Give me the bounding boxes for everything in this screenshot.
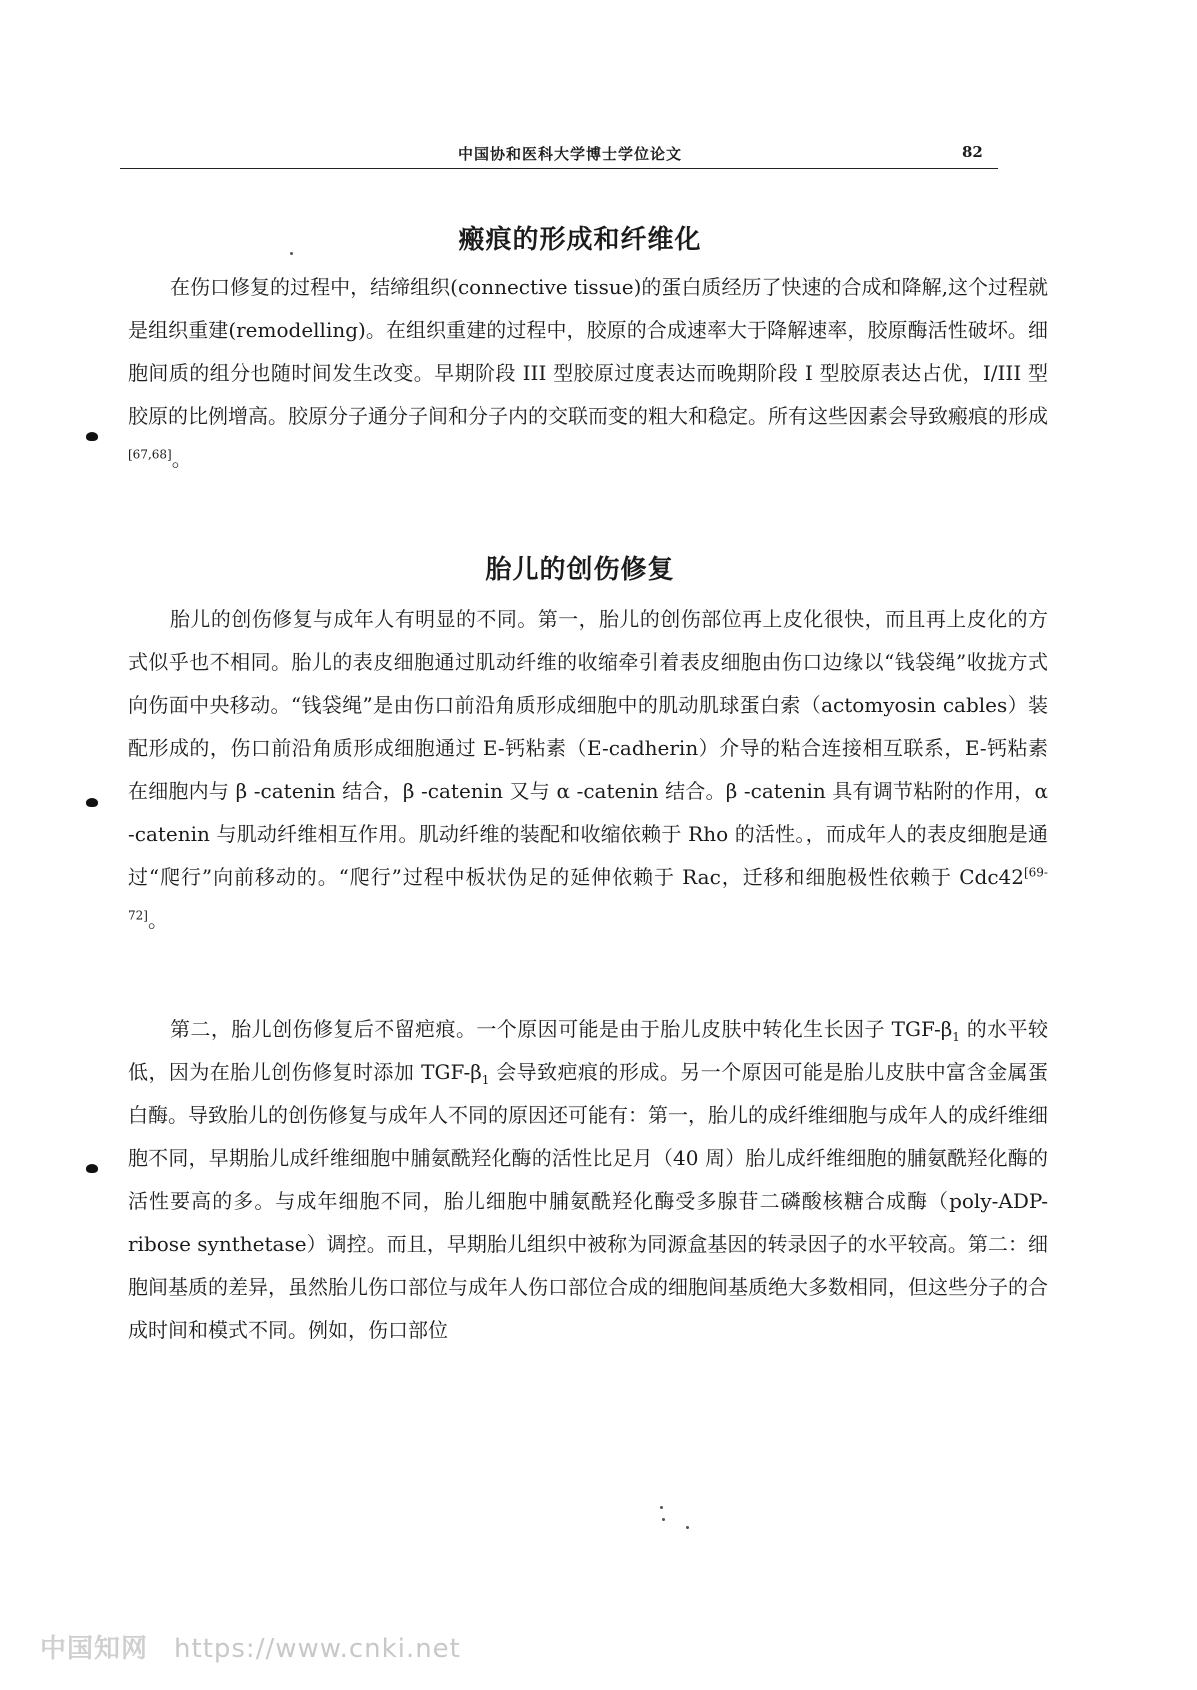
citation: [69-72] (128, 865, 1048, 923)
scan-speck (290, 252, 293, 255)
running-header-title: 中国协和医科大学博士学位论文 (457, 145, 682, 163)
citation: [67,68] (128, 447, 172, 462)
paragraph-text: 会导致疤痕的形成。另一个原因可能是胎儿皮肤中富含金属蛋白酶。导致胎儿的创伤修复与成年人不同的原因还可能有：第一，胎儿的成纤维细胞与成年人的成纤维细胞不同，早期胎儿成纤维细胞中脯氨酰羟化酶的活性比足月（40 周）胎儿成纤维细胞的脯氨酰羟化酶的活性要高的多。与成年细胞不同，胎儿细胞中脯氨酰羟化酶受多腺苷二磷酸核糖合成酶（poly-ADP-ribose synthetase）调控。而且，早期胎儿组织中被称为同源盒基因的转录因子的水平较高。第二：细胞间基质的差异，虽然胎儿伤口部位与成年人伤口部位合成的细胞间基质绝大多数相同，但这些分子的合成时间和模式不同。例如，伤口部位 (128, 1060, 1048, 1342)
paragraph-fetal-repair-1 (128, 598, 1048, 942)
paragraph-end: 。 (147, 908, 168, 932)
header-rule (120, 168, 998, 169)
cnki-watermark (40, 1628, 461, 1665)
paragraph-fetal-repair-2 (128, 1008, 1048, 1352)
scan-mark (86, 432, 98, 441)
scan-speck (686, 1526, 689, 1529)
paragraph-text: 胎儿的创伤修复与成年人有明显的不同。第一，胎儿的创伤部位再上皮化很快，而且再上皮化的方式似乎也不相同。胎儿的表皮细胞通过肌动纤维的收缩牵引着表皮细胞由伤口边缘以“钱袋绳”收拢方式向伤面中央移动。“钱袋绳”是由伤口前沿角质形成细胞中的肌动肌球蛋白索（actomyosin cables）装配形成的，伤口前沿角质形成细胞通过 E-钙粘素（E-cadherin）介导的粘合连接相互联系，E-钙粘素在细胞内与 β -catenin 结合，β -catenin 又与 α -catenin 结合。β -catenin 具有调节粘附的作用，α -catenin 与肌动纤维相互作用。肌动纤维的装配和收缩依赖于 Rho 的活性。，而成年人的表皮细胞是通过“爬行”向前移动的。“爬行”过程中板状伪足的延伸依赖于 Rac，迁移和细胞极性依赖于 Cdc42 (128, 607, 1048, 889)
paragraph-text: 的水平较低，因为在胎儿创伤修复时添加 TGF-β (128, 1017, 1048, 1084)
paragraph-text: 第二，胎儿创伤修复后不留疤痕。一个原因可能是由于胎儿皮肤中转化生长因子 TGF-β (170, 1017, 953, 1041)
section-heading-fetal-wound-repair: 胎儿的创伤修复 (485, 555, 675, 585)
watermark-brand: 中国知网 (40, 1634, 149, 1664)
scan-speck (662, 1518, 665, 1521)
section-heading-scar-formation: 瘢痕的形成和纤维化 (458, 225, 702, 255)
paragraph-text: 在伤口修复的过程中，结缔组织(connective tissue)的蛋白质经历了快速的合成和降解,这个过程就是组织重建(remodelling)。在组织重建的过程中，胶原的合成速率大于降解速率，胶原酶活性破坏。细胞间质的组分也随时间发生改变。早期阶段 III 型胶原过度表达而晚期阶段 I 型胶原表达占优，I/III 型胶原的比例增高。胶原分子通分子间和分子内的交联而变的粗大和稳定。所有这些因素会导致瘢痕的形成 (128, 275, 1048, 428)
subscript: 1 (952, 1030, 960, 1044)
page-number: 82 (962, 143, 983, 161)
watermark-url: https://www.cnki.net (174, 1634, 461, 1664)
scan-speck (660, 1506, 663, 1509)
paragraph-end: 。 (171, 447, 192, 471)
subscript: 1 (481, 1073, 490, 1087)
paragraph-scar-formation (128, 266, 1048, 481)
scan-mark (86, 798, 98, 807)
scan-mark (86, 1164, 98, 1173)
